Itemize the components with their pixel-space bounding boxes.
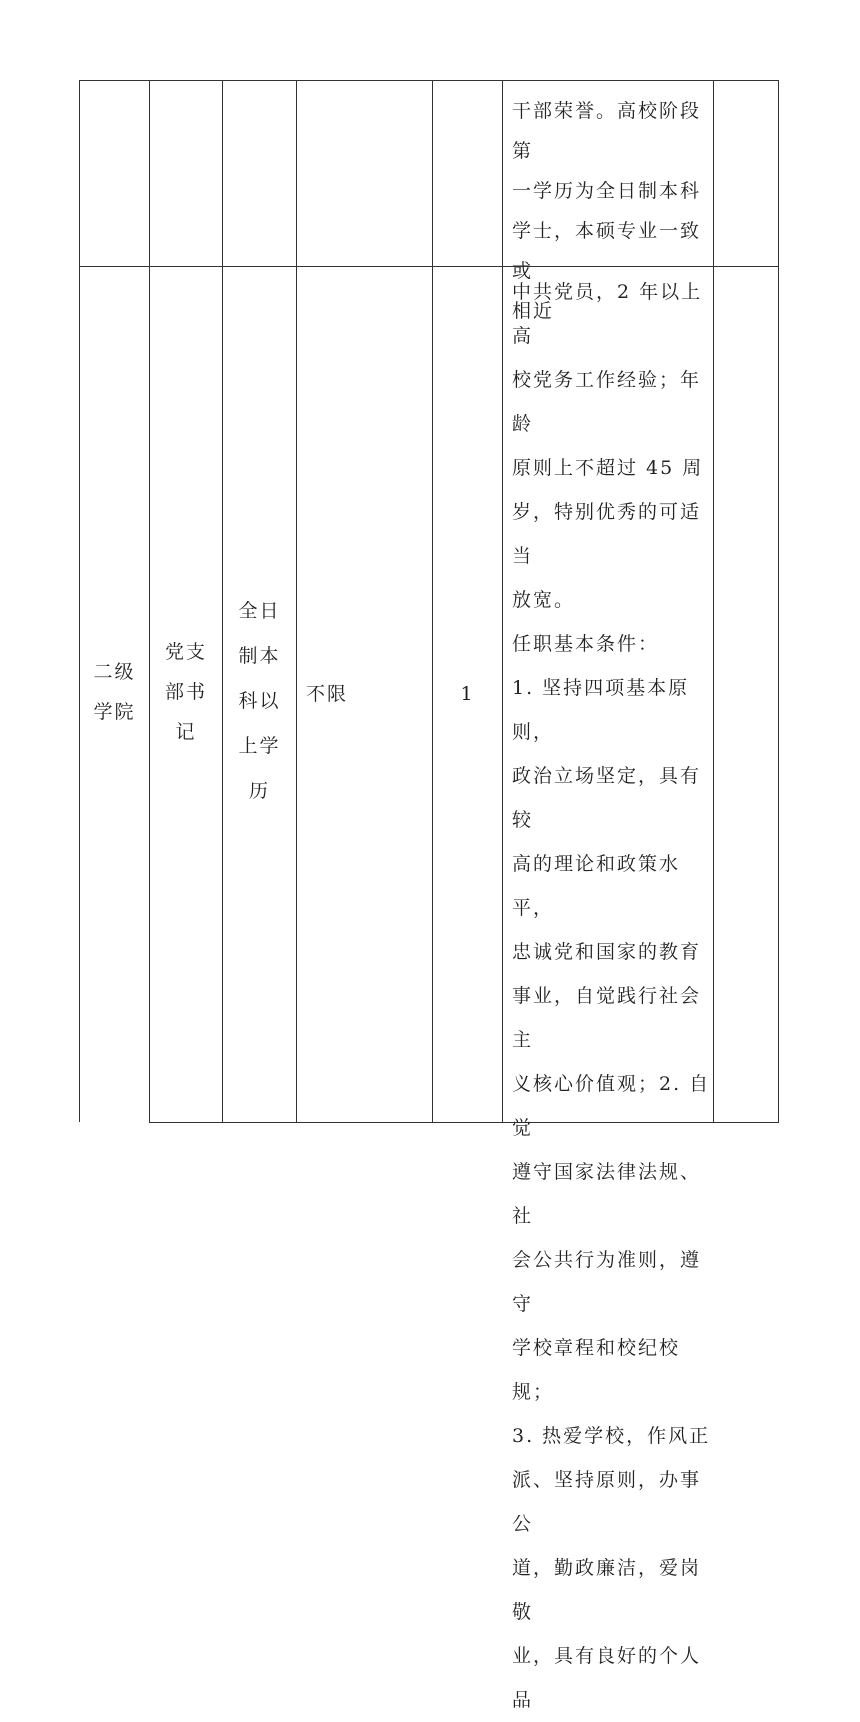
requirements-line: 中共党员，2 年以上高: [512, 281, 703, 347]
position-line: 记: [175, 721, 197, 743]
requirements-line: 原则上不超过 45 周: [512, 457, 704, 479]
education-line: 科以: [238, 690, 281, 712]
education-line: 全日: [238, 600, 281, 622]
column-border-2: [149, 80, 150, 1122]
column-border-8: [778, 80, 779, 1122]
requirements-line: 1. 坚持四项基本原则，: [512, 677, 690, 743]
requirements-line: 学校章程和校纪校规；: [512, 1337, 681, 1403]
requirements-cell: [512, 270, 712, 1722]
requirements-line: 事业，自觉践行社会主: [512, 985, 702, 1051]
education-line: 制本: [238, 645, 281, 667]
requirements-line: 遵守国家法律法规、社: [512, 1161, 702, 1227]
requirements-line: 政治立场坚定，具有较: [512, 765, 702, 831]
requirements-line: 会公共行为准则，遵守: [512, 1249, 702, 1315]
department-line: 学院: [93, 701, 136, 723]
education-cell: [223, 589, 296, 814]
department-cell: [80, 652, 149, 732]
education-line: 上学: [238, 735, 281, 757]
requirements-line: 忠诚党和国家的教育: [512, 941, 702, 963]
requirements-line: 高的理论和政策水平，: [512, 853, 681, 919]
requirements-line: 业，具有良好的个人品: [512, 1645, 702, 1711]
requirements-line: 校党务工作经验；年龄: [512, 369, 702, 435]
requirements-line: 任职基本条件：: [512, 633, 660, 655]
table-top-border: [79, 80, 779, 81]
requirements-line: 道，勤政廉洁，爱岗敬: [512, 1557, 702, 1623]
requirements-line: 3. 热爱学校，作风正: [512, 1425, 711, 1447]
requirements-line: 放宽。: [512, 589, 576, 611]
position-cell: [150, 632, 222, 752]
requirements-line: 一学历为全日制本科: [512, 180, 702, 202]
column-border-7: [713, 80, 714, 1122]
requirements-line: 学士，本硕专业一致或: [512, 220, 702, 282]
position-line: 党支: [164, 641, 207, 663]
column-border-4: [296, 80, 297, 1122]
column-border-6: [502, 80, 503, 1122]
major-cell: 不限: [306, 683, 349, 705]
requirements-line: 岁，特别优秀的可适当: [512, 501, 702, 567]
requirements-line: 派、坚持原则，办事公: [512, 1469, 702, 1535]
requirements-line: 义核心价值观；2. 自觉: [512, 1073, 711, 1139]
department-line: 二级: [93, 661, 136, 683]
requirements-line: 相近: [512, 300, 555, 322]
education-line: 历: [248, 780, 270, 802]
column-border-1: [79, 80, 80, 1122]
count-cell: 1: [460, 683, 475, 705]
position-line: 部书: [164, 681, 207, 703]
column-border-5: [432, 80, 433, 1122]
requirements-line: 干部荣誉。高校阶段第: [512, 100, 702, 162]
